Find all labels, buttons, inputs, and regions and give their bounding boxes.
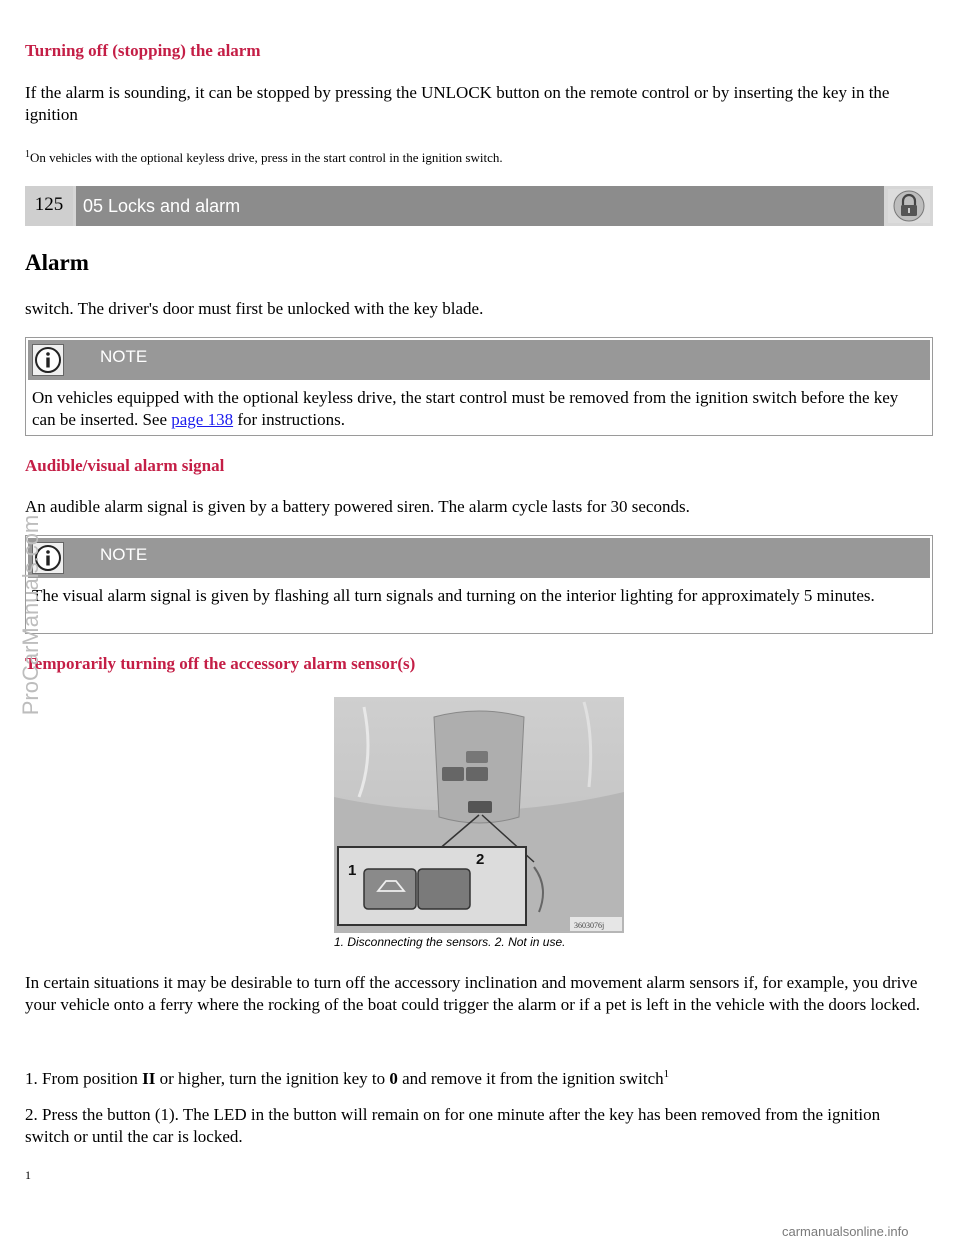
step-1-middle: or higher, turn the ignition key to [155,1069,390,1088]
position-0: 0 [389,1069,398,1088]
figure-caption: 1. Disconnecting the sensors. 2. Not in use. [334,935,566,949]
position-ii: II [142,1069,156,1088]
section-heading-audible-visual: Audible/visual alarm signal [25,456,225,475]
watermark [16,490,46,740]
figure-code: 3603076j [574,921,605,930]
step-2: 2. Press the button (1). The LED in the button will remain on for one minute after the key has been removed from the ignition switch or until the car is locked. [25,1105,881,1146]
note-text-end: for instructions. [233,410,345,429]
section-heading-turning-off: Turning off (stopping) the alarm [25,41,261,60]
alarm-heading: Alarm [25,250,89,275]
section-body-audible-visual: An audible alarm signal is given by a battery powered siren. The alarm cycle lasts for 30 seconds. [25,497,690,516]
step-1-start: 1. From position [25,1069,143,1088]
footnote-text: On vehicles with the optional keyless drive, press in the start control in the ignition switch. [30,150,503,165]
section-body-turning-off: If the alarm is sounding, it can be stopped by pressing the UNLOCK button on the remote control or by inserting the key in the ignition [25,83,890,124]
note-text [26,382,932,435]
step-1-end: and remove it from the ignition switch [397,1069,664,1088]
site-logo [780,1222,956,1240]
watermark-text: ProCarManuals.com [18,514,43,716]
chapter-page-number: 125 [25,186,73,226]
alarm-continued-text: switch. The driver's door must first be unlocked with the key blade. [25,299,484,318]
footnote-mark: 1 [25,149,30,160]
chapter-title: 05 Locks and alarm [76,186,884,226]
info-icon [32,344,64,376]
chapter-header-bar [25,186,933,226]
note-box [25,337,933,436]
note-header [28,340,930,380]
note-box [25,535,933,634]
step-1-footnote-mark: 1 [663,1068,670,1080]
section-body-sensors: In certain situations it may be desirable to turn off the accessory inclination and movement alarm sensors if, for example, you drive your vehicle onto a ferry where the rocking of the boat could trigger the alarm or if a pet is left in the vehicle with the doors locked. [25,973,921,1014]
page-138-link[interactable]: page 138 [171,410,234,429]
figure-label-2: 2 [476,851,485,868]
note-label: NOTE [100,347,148,366]
page-footnote-marker: 1 [25,1168,31,1182]
note-label: NOTE [100,545,148,564]
footnote [25,146,503,167]
note-text-start: On vehicles equipped with the optional keyless drive, the start control must be removed from the ignition switch before the key can be inserted. See [32,388,899,429]
note-text: The visual alarm signal is given by flashing all turn signals and turning on the interior lighting for approximately 5 minutes. [32,586,875,605]
note-header [28,538,930,578]
padlock-icon [888,189,930,223]
figure-label-1: 1 [348,862,357,879]
sensor-button-illustration [334,697,624,933]
site-logo-text: carmanualsonline.info [782,1224,909,1239]
step-1 [25,1063,925,1090]
section-heading-sensors: Temporarily turning off the accessory alarm sensor(s) [25,654,416,673]
